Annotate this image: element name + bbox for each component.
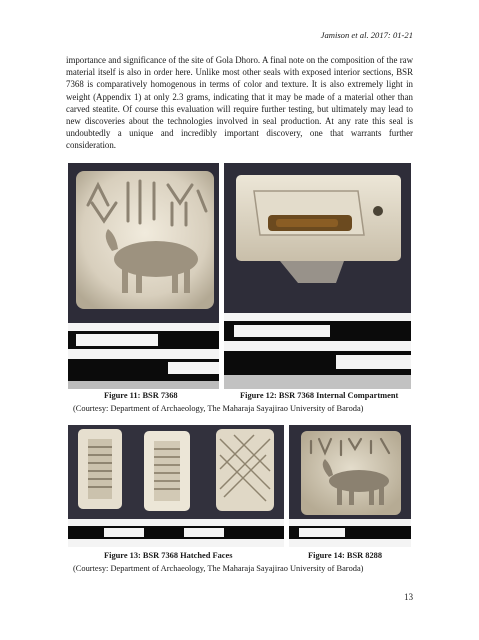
body-paragraph: importance and significance of the site of Gola Dhoro. A final note on the composition of the raw material itself is also in order here. Unlike most other seals with exposed interior sections, BSR 7368 is comparatively homogenous in terms of color and texture. It is also extremely light in weight (Appendix 1) at only 2.3 grams, indicating that it may be made of a material other than carved steatite. Of course this evaluation will require further testing, but ultimately may lead to new discoveries about the technologies involved in seal production. At any rate this seal is undoubtedly a unique and incredibly important discovery, one that warrants further consideration.	[66, 55, 413, 151]
running-header: Jamison et al. 2017: 01-21	[320, 30, 413, 40]
figure-11-photo	[68, 163, 219, 389]
courtesy-line-top: (Courtesy: Department of Archaeology, The Maharaja Sayajirao University of Baroda)	[73, 404, 364, 413]
figure-14-caption: Figure 14: BSR 8288	[308, 551, 383, 560]
courtesy-line-bottom: (Courtesy: Department of Archaeology, The Maharaja Sayajirao University of Baroda)	[73, 564, 364, 573]
figure-13-photo	[68, 425, 284, 547]
seal-internal-compartment-image	[224, 163, 411, 389]
page-number: 13	[404, 592, 413, 602]
seal-hatched-faces-image	[68, 425, 284, 547]
seal-bsr-8288-image	[289, 425, 411, 547]
figure-14-photo	[289, 425, 411, 547]
figure-11-caption: Figure 11: BSR 7368	[104, 391, 178, 400]
figure-13-caption: Figure 13: BSR 7368 Hatched Faces	[104, 551, 233, 560]
figure-12-photo	[224, 163, 411, 389]
figure-12-caption: Figure 12: BSR 7368 Internal Compartment	[240, 391, 399, 400]
seal-bsr-7368-image	[68, 163, 219, 389]
